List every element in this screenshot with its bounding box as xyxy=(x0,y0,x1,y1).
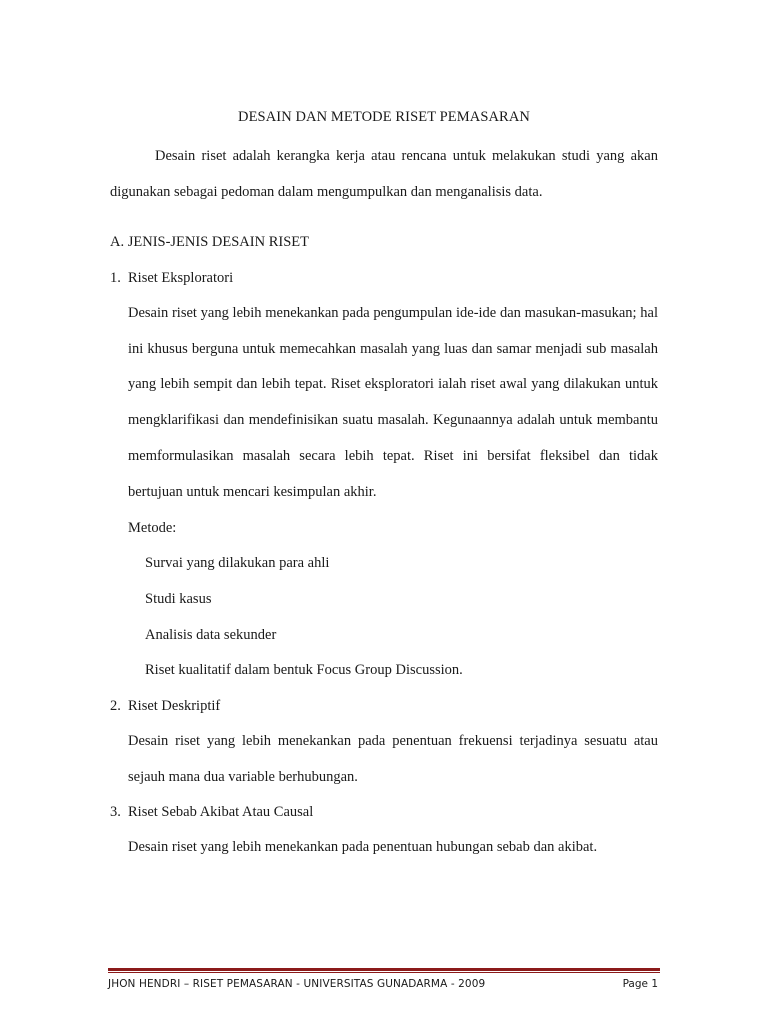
document-title: DESAIN DAN METODE RISET PEMASARAN xyxy=(238,109,530,125)
item-2-heading: Riset Deskriptif xyxy=(128,698,221,714)
footer-rule xyxy=(108,968,660,974)
item-1-number: 1. xyxy=(110,270,121,286)
item-3-number: 3. xyxy=(110,804,121,820)
method-item: Riset kualitatif dalam bentuk Focus Group Discussion. xyxy=(145,662,463,678)
item-1-methods-label: Metode: xyxy=(128,520,177,536)
page-number: Page 1 xyxy=(622,978,658,990)
method-item: Studi kasus xyxy=(145,591,212,607)
footer-rule-thick xyxy=(108,968,660,971)
footer-rule-thin xyxy=(108,972,660,973)
method-item: Survai yang dilakukan para ahli xyxy=(145,555,330,571)
item-2-body: Desain riset yang lebih menekankan pada penentuan frekuensi terjadinya sesuatu atau sejauh mana dua variable berhubungan. xyxy=(128,733,658,785)
item-1-body: Desain riset yang lebih menekankan pada pengumpulan ide-ide dan masukan-masukan; hal ini khusus berguna untuk memecahkan masalah yang luas dan samar menjadi sub masalah yang lebih sempit dan lebih tepat. Riset eksploratori ialah riset awal yang dilakukan untuk mengklarifikasi dan mendefinisikan suatu masalah. Kegunaannya adalah untuk membantu memformulasikan masalah secara lebih tepat. Riset ini bersifat fleksibel dan tidak bertujuan untuk mencari kesimpulan akhir. xyxy=(128,305,658,500)
intro-paragraph: Desain riset adalah kerangka kerja atau rencana untuk melakukan studi yang akan digunakan sebagai pedoman dalam mengumpulkan dan menganalisis data. xyxy=(110,148,658,200)
item-2-number: 2. xyxy=(110,698,121,714)
footer-text: JHON HENDRI – RISET PEMASARAN - UNIVERSITAS GUNADARMA - 2009 xyxy=(108,978,486,990)
item-1-heading: Riset Eksploratori xyxy=(128,270,234,286)
item-3-heading: Riset Sebab Akibat Atau Causal xyxy=(128,804,314,820)
method-item: Analisis data sekunder xyxy=(145,627,277,643)
section-heading-a: A. JENIS-JENIS DESAIN RISET xyxy=(110,234,309,250)
item-3-body: Desain riset yang lebih menekankan pada penentuan hubungan sebab dan akibat. xyxy=(128,839,598,855)
